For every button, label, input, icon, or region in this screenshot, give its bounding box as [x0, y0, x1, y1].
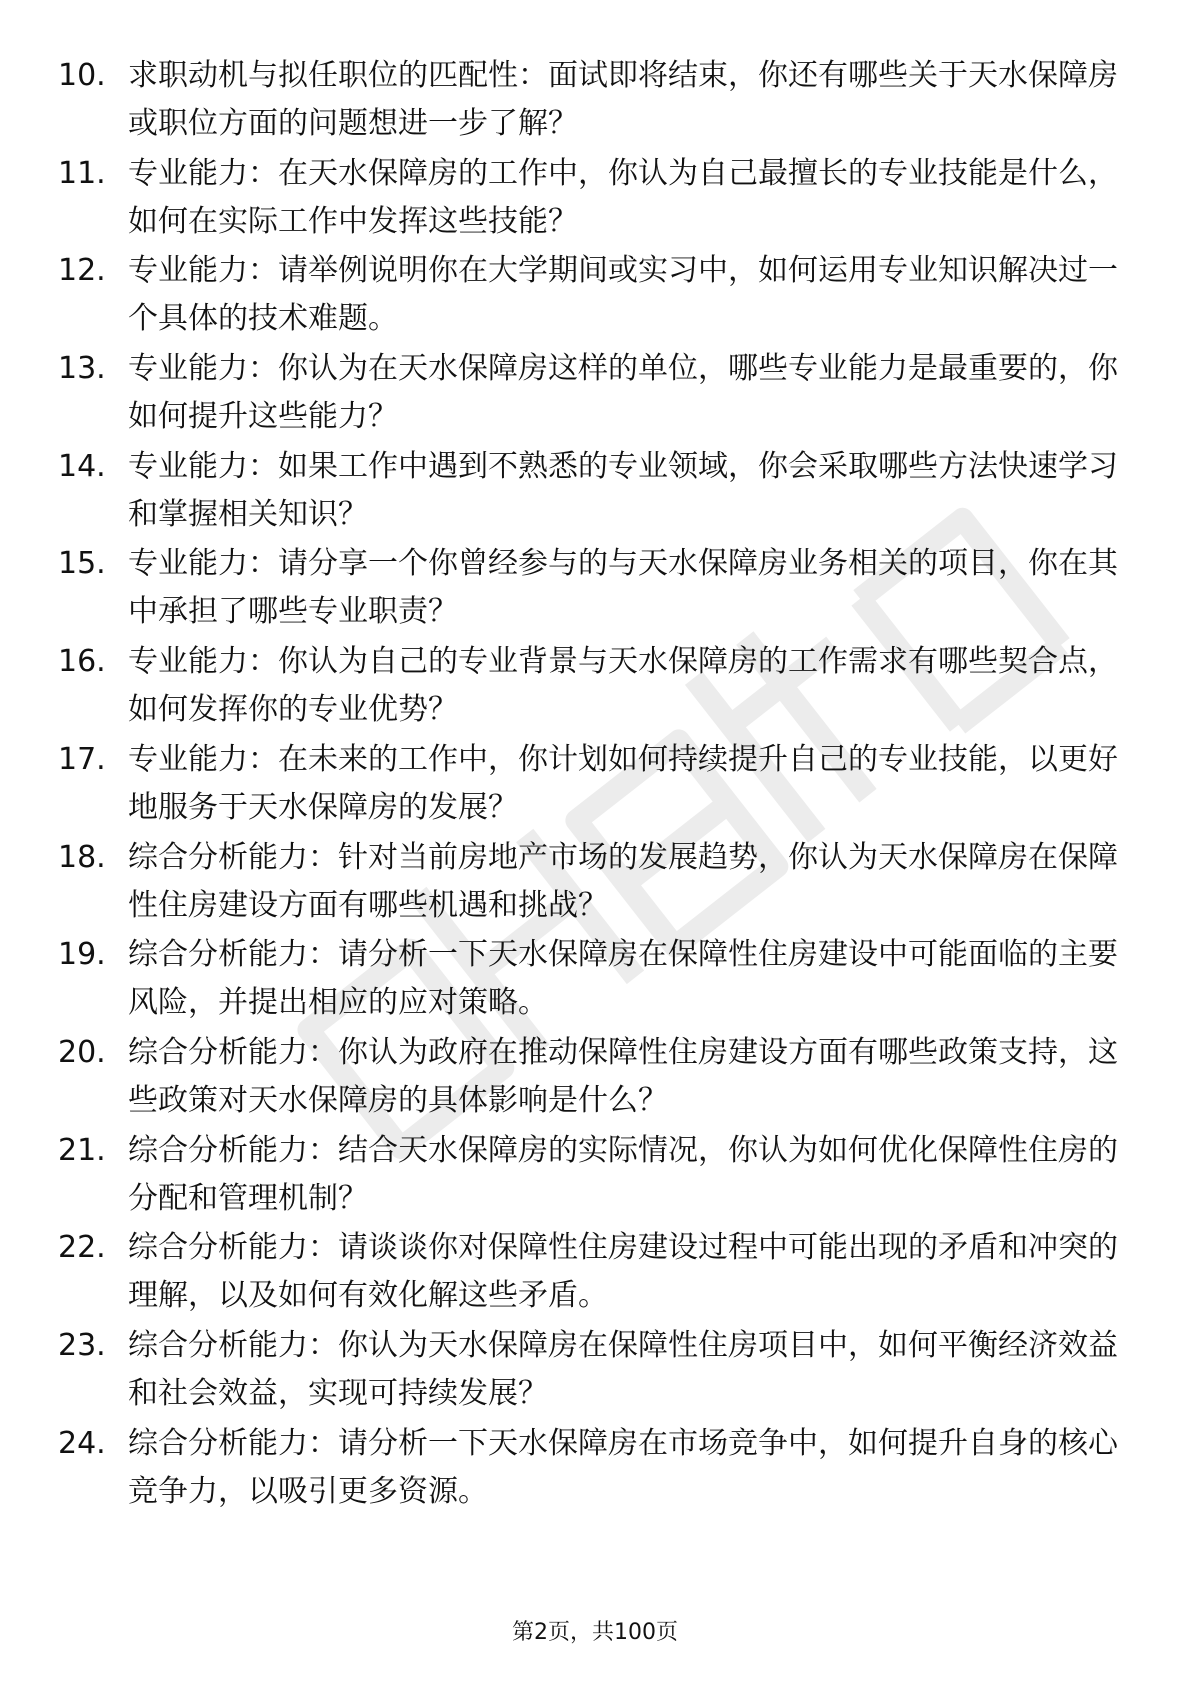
- question-number: 23.: [58, 1327, 106, 1363]
- question-item: [0, 1420, 1190, 1518]
- question-text: 专业能力：请举例说明你在大学期间或实习中，如何运用专业知识解决过一个具体的技术难题。: [128, 253, 1118, 337]
- question-text: 综合分析能力：你认为政府在推动保障性住房建设方面有哪些政策支持，这些政策对天水保障房的具体影响是什么？: [128, 1034, 1118, 1118]
- question-item: [0, 931, 1190, 1029]
- question-text: 专业能力：你认为自己的专业背景与天水保障房的工作需求有哪些契合点，如何发挥你的专业优势？: [128, 644, 1118, 728]
- question-text: 综合分析能力：你认为天水保障房在保障性住房项目中，如何平衡经济效益和社会效益，实现可持续发展？: [128, 1327, 1118, 1411]
- question-item: [0, 1224, 1190, 1322]
- question-item: [0, 52, 1190, 150]
- question-text: 求职动机与拟任职位的匹配性：面试即将结束，你还有哪些关于天水保障房或职位方面的问题想进一步了解？: [128, 58, 1118, 141]
- question-text: 专业能力：如果工作中遇到不熟悉的专业领域，你会采取哪些方法快速学习和掌握相关知识？: [128, 448, 1118, 532]
- question-text: 专业能力：你认为在天水保障房这样的单位，哪些专业能力是最重要的，你如何提升这些能力？: [128, 351, 1118, 435]
- question-number: 18.: [58, 839, 106, 875]
- question-item: [0, 834, 1190, 932]
- question-text: 专业能力：请分享一个你曾经参与的与天水保障房业务相关的项目，你在其中承担了哪些专业职责？: [128, 546, 1118, 630]
- question-text: 专业能力：在未来的工作中，你计划如何持续提升自己的专业技能，以更好地服务于天水保障房的发展？: [128, 741, 1118, 825]
- question-item: [0, 736, 1190, 834]
- question-item: [0, 1029, 1190, 1127]
- question-item: [0, 345, 1190, 443]
- question-text: 综合分析能力：请谈谈你对保障性住房建设过程中可能出现的矛盾和冲突的理解，以及如何有效化解这些矛盾。: [128, 1230, 1118, 1314]
- question-number: 20.: [58, 1034, 106, 1070]
- question-item: [0, 1127, 1190, 1225]
- question-number: 24.: [58, 1425, 106, 1461]
- page-number-footer: 第2页，共100页: [512, 1620, 678, 1645]
- question-number: 10.: [58, 58, 106, 93]
- question-text: 专业能力：在天水保障房的工作中，你认为自己最擅长的专业技能是什么，如何在实际工作中发挥这些技能？: [128, 155, 1118, 239]
- question-number: 14.: [58, 448, 106, 484]
- question-number: 19.: [58, 937, 106, 973]
- question-item: [0, 1322, 1190, 1420]
- question-number: 17.: [58, 741, 106, 777]
- question-text: 综合分析能力：请分析一下天水保障房在保障性住房建设中可能面临的主要风险，并提出相应的应对策略。: [128, 937, 1118, 1021]
- question-number: 22.: [58, 1230, 106, 1266]
- question-number: 15.: [58, 546, 106, 582]
- question-number: 11.: [58, 155, 106, 191]
- question-item: [0, 150, 1190, 248]
- question-item: [0, 540, 1190, 638]
- question-number: 21.: [58, 1132, 106, 1168]
- question-number: 16.: [58, 644, 106, 680]
- question-list: [0, 52, 1190, 1517]
- question-number: 13.: [58, 351, 106, 387]
- question-number: 12.: [58, 253, 106, 289]
- question-text: 综合分析能力：结合天水保障房的实际情况，你认为如何优化保障性住房的分配和管理机制？: [128, 1132, 1118, 1216]
- question-item: [0, 638, 1190, 736]
- question-text: 综合分析能力：请分析一下天水保障房在市场竞争中，如何提升自身的核心竞争力，以吸引更多资源。: [128, 1425, 1118, 1509]
- question-text: 综合分析能力：针对当前房地产市场的发展趋势，你认为天水保障房在保障性住房建设方面有哪些机遇和挑战？: [128, 839, 1118, 923]
- question-item: [0, 247, 1190, 345]
- question-item: [0, 443, 1190, 541]
